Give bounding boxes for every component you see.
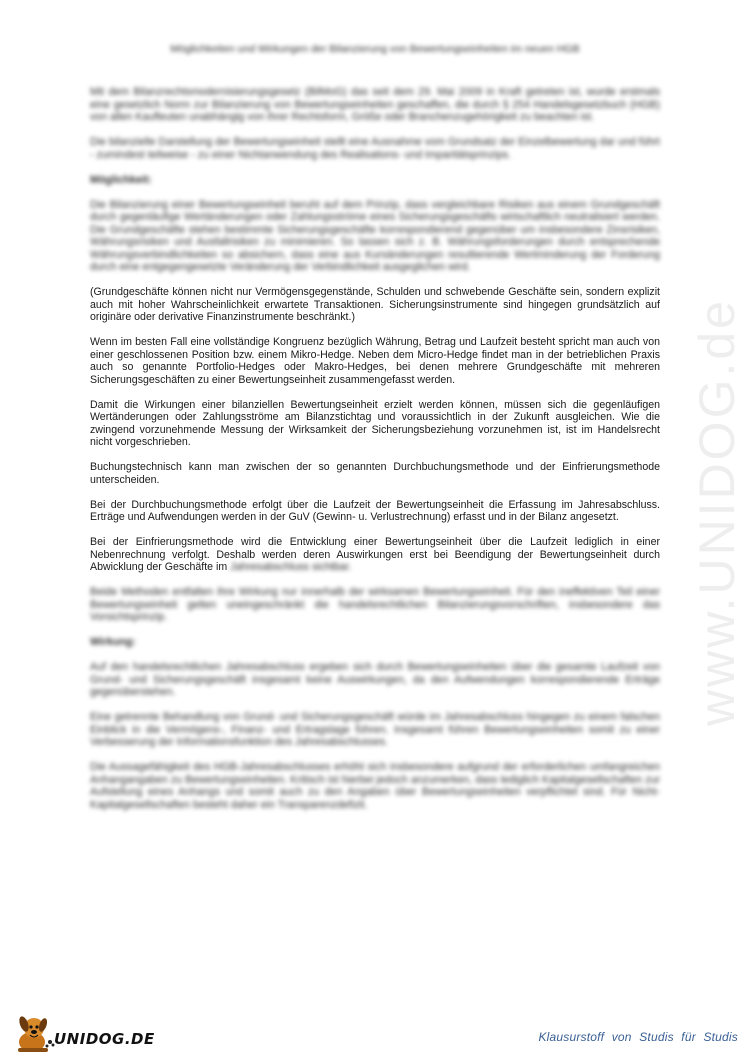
watermark-text: www.UNIDOG.de: [689, 298, 745, 726]
paragraph-principle: Die Bilanzierung einer Bewertungseinheit beruht auf dem Prinzip, dass vergleichbare Risiken aus einem Grundgeschäft durch gegenläufige Wertänderungen oder Zahlungsströme eines Sicherungsgeschäfts wirtschaftlich neutralisiert werden. Die Grundgeschäfte stehen bestimmte Sicherungsgeschäfte korrespondierend gegenüber um insbesondere Zinsrisiken, Währungsrisiken und Ausfallrisiken zu minimieren. So lassen sich z. B. Währungsforderungen durch entsprechende Währungsverbindlichkeiten so absichern, dass eine aus Kursänderungen resultierende Wertminderung der Forderung durch eine entgegengesetzte Veränderung der Verbindlichkeit ausgeglichen wird.: [90, 198, 660, 273]
paragraph-getrennte-behandlung: Eine getrennte Behandlung von Grund- und Sicherungsgeschäft würde im Jahresabschluss hingegen zu einem falschen Einblick in die Vermögens-, Finanz- und Ertragslage führen. Insgesamt führen Bewertungseinheiten somit zu einer Verbesserung der Informationsfunktion des Jahresabschlusses.: [90, 711, 660, 748]
paragraph-einfrierung-text: Bei der Einfrierungsmethode wird die Entwicklung einer Bewertungseinheit über die Laufzeit lediglich in einer Nebenrechnung verfolgt. Deshalb werden deren Auswirkungen erst bei Beendigung der Bewertungseinheit durch Abwicklung der Geschäfte im: [90, 536, 660, 573]
heading-moeglichkeit: Möglichkeit:: [90, 173, 152, 186]
paragraph-auswirkungen: Auf den handelsrechtlichen Jahresabschluss ergeben sich durch Bewertungseinheiten über die gesamte Laufzeit von Grund- und Sicherungsgeschäft insgesamt keine Auswirkungen, da den Aufwendungen korrespondierende Erträge gegenüberstehen.: [90, 661, 660, 698]
dog-mascot-icon: [10, 1012, 58, 1056]
paragraph-wirkungen: Damit die Wirkungen einer bilanziellen Bewertungseinheit erzielt werden können, müssen sich die gegenläufigen Wertänderungen oder Zahlungsströme am Bilanzstichtag und voraussichtlich in der Zukunft ausgleichen. Wie die zwingend vorzunehmende Messung der Wirksamkeit der Sicherungsbeziehung vorzunehmen ist, ist im Handelsrecht nicht vorgeschrieben.: [90, 398, 660, 448]
paragraph-methoden: Beide Methoden entfalten ihre Wirkung nur innerhalb der wirksamen Bewertungseinheit. Für den ineffektiven Teil einer Bewertungseinheit gelten uneingeschränkt die handelsrechtlichen Bilanzierungsvorschriften, insbesondere das Vorsichtsprinzip.: [90, 586, 660, 623]
paragraph-mikro-hedge: Wenn im besten Fall eine vollständige Kongruenz bezüglich Währung, Betrag und Laufzeit besteht spricht man auch von einer geschlossenen Position bzw. einem Mikro-Hedge. Neben dem Micro-Hedge findet man in der betrieblichen Praxis auch so genannte Portfolio-Hedges oder Makro-Hedges, bei denen mehrere Grundgeschäfte mit mehreren Sicherungsgeschäften zu einer Bewertungseinheit zusammengefasst werden.: [90, 336, 660, 386]
paragraph-einfrierung-continuation: Jahresabschluss sichtbar.: [230, 561, 352, 573]
paragraph-aussagefaehigkeit: Die Aussagefähigkeit des HGB-Jahresabschlusses erhöht sich insbesondere aufgrund der erforderlichen umfangreichen Anhangangaben zu Bewertungseinheiten. Kritisch ist hierbei jedoch anzumerken, dass lediglich Kapitalgesellschaften zur Aufstellung eines Anhangs und somit auch zu den Angaben über Bewertungseinheiten verpflichtet sind. Für Nicht-Kapitalgesellschaften besteht daher ein Transparenzdefizit.: [90, 761, 660, 811]
heading-wirkung: Wirkung:: [90, 636, 136, 648]
paragraph-einfrierung: [90, 536, 660, 574]
paragraph-intro: Mit dem Bilanzrechtsmodernisierungsgesetz (BilMoG) das seit dem 29. Mai 2009 in Kraft getreten ist, wurde erstmals eine gesetzlich Norm zur Bilanzierung von Bewertungseinheiten geschaffen, die durch § 254 Handelsgesetzbuch (HGB) von allen Kaufleuten unabhängig von ihrer Rechtsform, Größe oder Branchenzugehörigkeit zu beachten ist.: [90, 86, 660, 123]
paragraph-grundgeschaefte: (Grundgeschäfte können nicht nur Vermögensgegenstände, Schulden und schwebende Geschäfte sein, sondern explizit auch mit hoher Wahrscheinlichkeit erwartete Transaktionen. Sicherungsinstrumente sind hingegen grundsätzlich auf originäre oder derivative Finanzinstrumente beschränkt.): [90, 286, 660, 323]
paragraph-durchbuchung: Bei der Durchbuchungsmethode erfolgt über die Laufzeit der Bewertungseinheit die Erfassung im Jahresabschluss. Erträge und Aufwendungen werden in der GuV (Gewinn- u. Verlustrechnung) erfasst und in der Bilanz angesetzt.: [90, 498, 660, 523]
footer-logo[interactable]: [10, 1012, 160, 1056]
logo-text: UNIDOG.DE: [54, 1030, 155, 1048]
page-title: Möglichkeiten und Wirkungen der Bilanzierung von Bewertungseinheiten im neuen HGB: [170, 43, 580, 55]
paragraph-buchungstechnisch: Buchungstechnisch kann man zwischen der so genannten Durchbuchungsmethode und der Einfrierungsmethode unterscheiden.: [90, 461, 660, 486]
footer-tagline: Klausurstoff von Studis für Studis: [538, 1030, 738, 1044]
paragraph-representation: Die bilanzielle Darstellung der Bewertungseinheit stellt eine Ausnahme vom Grundsatz der Einzelbewertung dar und führt - zumindest teilweise - zu einer Nichtanwendung des Realisations- und Imparitätsprinzips.: [90, 136, 660, 161]
document-body: [90, 86, 660, 824]
